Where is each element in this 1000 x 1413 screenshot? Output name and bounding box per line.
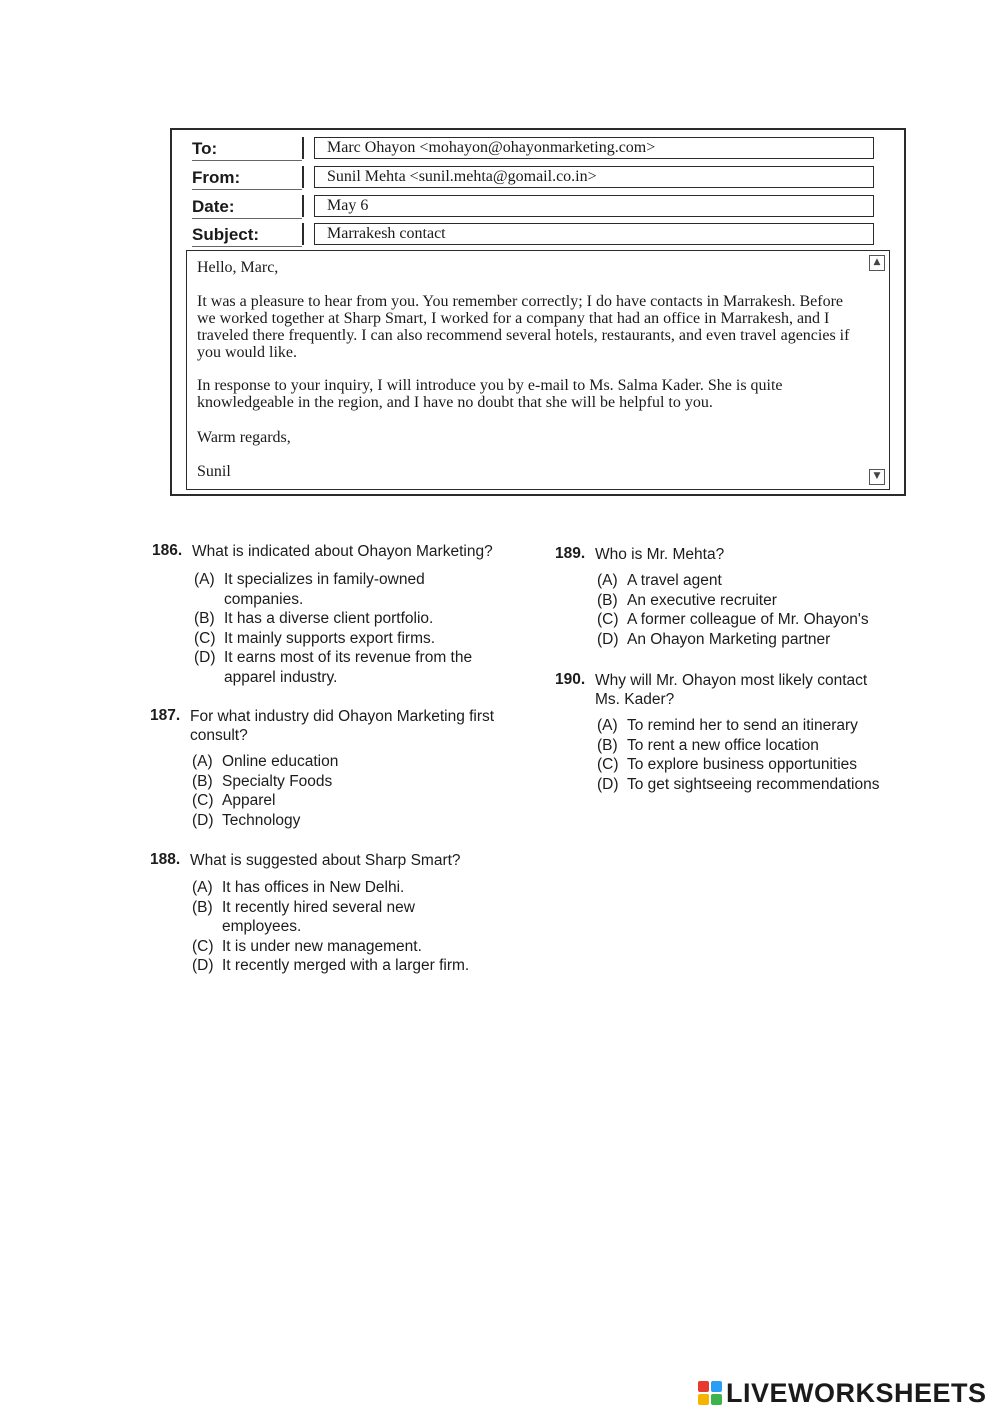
- email-paragraph: It was a pleasure to hear from you. You remember correctly; I do have contacts in Marrakesh. Before we worked together at Sharp Smart, I worked for a company that had an office in Marrakesh, and I traveled there frequently. I can also recommend several hotels, restaurants, and even travel agencies if you would like.: [197, 293, 850, 361]
- option-text: It specializes in family-owned companies.: [224, 571, 425, 608]
- logo-square: [698, 1381, 709, 1392]
- logo-square: [711, 1394, 722, 1405]
- question-number: 186.: [152, 542, 183, 559]
- answer-option[interactable]: [192, 878, 522, 898]
- divider: [192, 218, 302, 219]
- divider: [302, 195, 304, 217]
- logo-square: [711, 1381, 722, 1392]
- logo-square: [698, 1394, 709, 1405]
- option-text: It is under new management.: [222, 937, 422, 955]
- option-text: Online education: [222, 753, 339, 770]
- to-field[interactable]: Marc Ohayon <mohayon@ohayonmarketing.com>: [314, 137, 874, 159]
- email-from-row: [184, 166, 890, 190]
- answer-option[interactable]: [194, 570, 524, 609]
- option-letter: (C): [194, 629, 216, 647]
- answer-option[interactable]: [597, 591, 927, 611]
- from-field[interactable]: Sunil Mehta <sunil.mehta@gomail.co.in>: [314, 166, 874, 188]
- option-letter: (A): [192, 753, 213, 770]
- option-letter: (A): [192, 879, 213, 896]
- answer-option[interactable]: [597, 716, 927, 736]
- option-text: A former colleague of Mr. Ohayon's: [627, 611, 869, 628]
- answer-option[interactable]: [194, 648, 524, 687]
- option-letter: (B): [597, 591, 618, 609]
- option-text: To rent a new office location: [627, 736, 819, 754]
- option-text: An executive recruiter: [627, 591, 777, 609]
- scroll-down-icon[interactable]: ▼: [869, 469, 885, 485]
- option-text: Specialty Foods: [222, 772, 333, 790]
- email-to-row: [184, 137, 890, 161]
- answer-option[interactable]: [192, 937, 522, 957]
- option-text: An Ohayon Marketing partner: [627, 630, 831, 648]
- answer-option[interactable]: [192, 811, 522, 831]
- question-number: 189.: [555, 545, 586, 562]
- answer-option[interactable]: [597, 755, 927, 775]
- option-letter: (C): [597, 611, 619, 628]
- answer-option[interactable]: [192, 772, 522, 792]
- email-closing: Warm regards,: [197, 429, 291, 446]
- answer-option[interactable]: [597, 630, 927, 650]
- option-letter: (B): [192, 898, 213, 916]
- answer-option[interactable]: [194, 609, 524, 629]
- option-text: Technology: [222, 811, 301, 829]
- option-letter: (C): [597, 756, 619, 773]
- option-letter: (A): [597, 572, 618, 589]
- option-letter: (A): [597, 717, 618, 734]
- question-number: 188.: [150, 851, 181, 868]
- answer-option[interactable]: [597, 775, 927, 795]
- subject-label: Subject:: [192, 225, 260, 244]
- answer-option[interactable]: [192, 956, 522, 976]
- date-label: Date:: [192, 197, 235, 216]
- answer-option[interactable]: [597, 736, 927, 756]
- option-text: It mainly supports export firms.: [224, 629, 436, 647]
- email-body[interactable]: [186, 250, 890, 490]
- question-number: 187.: [150, 707, 181, 724]
- answer-options: [192, 878, 522, 976]
- question-number: 190.: [555, 671, 586, 688]
- answer-option[interactable]: [192, 791, 522, 811]
- subject-field[interactable]: Marrakesh contact: [314, 223, 874, 245]
- divider: [192, 189, 302, 190]
- email-window: [170, 128, 906, 496]
- option-text: Apparel: [222, 792, 276, 809]
- option-letter: (C): [192, 792, 214, 809]
- option-text: It recently hired several new employees.: [222, 898, 415, 935]
- option-letter: (A): [194, 571, 215, 588]
- scroll-up-icon[interactable]: ▲: [869, 255, 885, 271]
- answer-option[interactable]: [192, 898, 522, 937]
- option-letter: (D): [192, 811, 214, 829]
- option-text: It recently merged with a larger firm.: [222, 957, 470, 974]
- question-stem: For what industry did Ohayon Marketing first consult?: [190, 708, 495, 744]
- divider: [302, 223, 304, 245]
- brand-name: LIVEWORKSHEETS: [726, 1377, 987, 1408]
- answer-options: [194, 570, 524, 687]
- answer-options: [597, 716, 927, 794]
- option-text: A travel agent: [627, 572, 722, 589]
- divider: [192, 160, 302, 161]
- option-letter: (D): [192, 957, 214, 974]
- divider: [302, 166, 304, 188]
- option-letter: (C): [192, 937, 214, 955]
- option-text: It has a diverse client portfolio.: [224, 610, 434, 627]
- answer-option[interactable]: [597, 610, 927, 630]
- option-letter: (B): [194, 610, 215, 627]
- answer-options: [192, 752, 522, 830]
- email-signature: Sunil: [197, 463, 231, 480]
- option-letter: (D): [194, 649, 216, 666]
- divider: [302, 137, 304, 159]
- from-label: From:: [192, 168, 241, 187]
- answer-option[interactable]: [192, 752, 522, 772]
- option-text: To explore business opportunities: [627, 756, 858, 773]
- date-field[interactable]: May 6: [314, 195, 874, 217]
- option-text: To remind her to send an itinerary: [627, 717, 858, 734]
- logo-grid-icon: [698, 1381, 722, 1405]
- email-date-row: [184, 195, 890, 219]
- email-greeting: Hello, Marc,: [197, 259, 279, 276]
- liveworksheets-logo[interactable]: [698, 1378, 987, 1408]
- question-stem: Why will Mr. Ohayon most likely contact Ms. Kader?: [595, 672, 868, 708]
- option-letter: (B): [597, 736, 618, 754]
- answer-option[interactable]: [194, 629, 524, 649]
- option-text: It has offices in New Delhi.: [222, 879, 405, 896]
- option-text: It earns most of its revenue from the apparel industry.: [224, 649, 473, 686]
- email-paragraph: In response to your inquiry, I will introduce you by e-mail to Ms. Salma Kader. She is quite knowledgeable in the region, and I have no doubt that she will be helpful to you.: [197, 377, 783, 411]
- answer-option[interactable]: [597, 571, 927, 591]
- option-text: To get sightseeing recommendations: [627, 775, 880, 793]
- option-letter: (B): [192, 772, 213, 790]
- question-stem: What is indicated about Ohayon Marketing?: [192, 543, 493, 560]
- option-letter: (D): [597, 630, 619, 648]
- to-label: To:: [192, 139, 218, 158]
- answer-options: [597, 571, 927, 649]
- option-letter: (D): [597, 775, 619, 793]
- question-stem: What is suggested about Sharp Smart?: [190, 852, 461, 869]
- divider: [192, 246, 302, 247]
- email-subject-row: [184, 223, 890, 247]
- question-stem: Who is Mr. Mehta?: [595, 546, 725, 563]
